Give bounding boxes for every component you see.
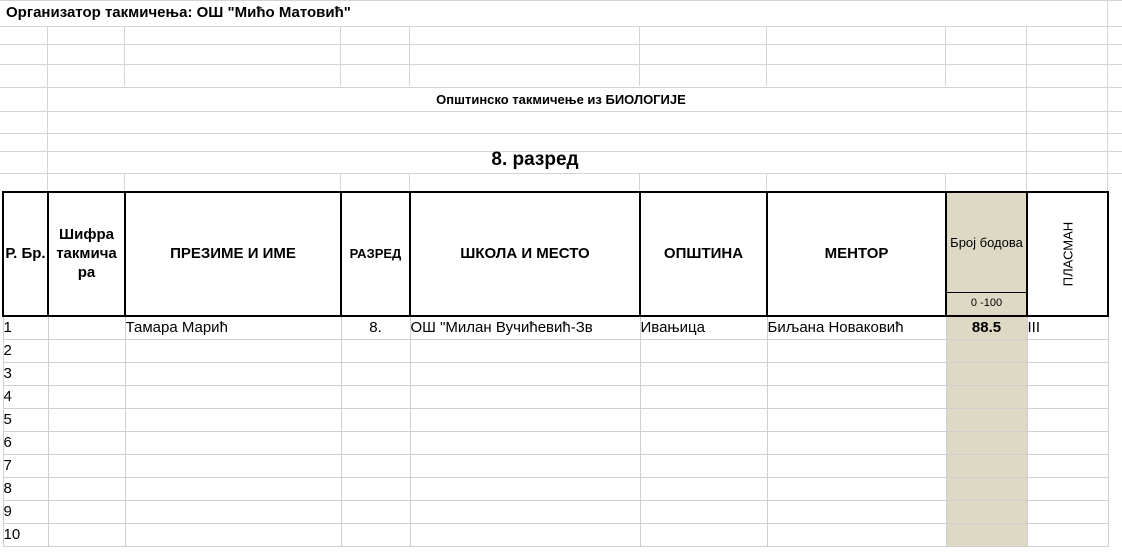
header-municipality[interactable]: ОПШТИНА [640, 192, 767, 316]
table-row [3, 431, 1108, 454]
cell-grade[interactable] [341, 523, 410, 546]
cell-placement[interactable] [1027, 385, 1108, 408]
cell-points[interactable] [946, 408, 1027, 431]
cell-mentor[interactable] [767, 523, 946, 546]
cell-mentor[interactable] [767, 454, 946, 477]
header-points-range[interactable]: 0 -100 [946, 292, 1027, 316]
grade-title[interactable]: 8. разред [491, 149, 579, 170]
table-row [3, 500, 1108, 523]
header-points[interactable]: Број бодова [946, 192, 1027, 292]
cell-full-name[interactable] [125, 477, 341, 500]
header-placement[interactable] [1027, 192, 1108, 316]
cell-full-name[interactable] [125, 362, 341, 385]
header-contestant-code[interactable]: Шифра такмича ра [48, 192, 125, 316]
cell-row-number[interactable]: 8 [3, 477, 48, 500]
cell-row-number[interactable]: 5 [3, 408, 48, 431]
header-school[interactable]: ШКОЛА И МЕСТО [410, 192, 640, 316]
cell-full-name[interactable] [125, 339, 341, 362]
cell-placement[interactable] [1027, 339, 1108, 362]
cell-municipality[interactable] [640, 500, 767, 523]
cell-row-number[interactable]: 7 [3, 454, 48, 477]
cell-grade[interactable] [341, 408, 410, 431]
cell-grade[interactable] [341, 431, 410, 454]
cell-placement[interactable] [1027, 523, 1108, 546]
cell-full-name[interactable] [125, 431, 341, 454]
cell-municipality[interactable] [640, 523, 767, 546]
cell-mentor[interactable] [767, 408, 946, 431]
cell-mentor[interactable] [767, 431, 946, 454]
cell-mentor[interactable] [767, 500, 946, 523]
cell-contestant-code[interactable] [48, 362, 125, 385]
cell-mentor[interactable] [767, 339, 946, 362]
cell-row-number[interactable]: 3 [3, 362, 48, 385]
cell-municipality[interactable] [640, 408, 767, 431]
cell-school[interactable] [410, 385, 640, 408]
cell-mentor[interactable] [767, 362, 946, 385]
cell-placement[interactable]: III [1027, 316, 1108, 340]
cell-full-name[interactable] [125, 500, 341, 523]
cell-points[interactable] [946, 500, 1027, 523]
cell-grade[interactable] [341, 339, 410, 362]
cell-row-number[interactable]: 6 [3, 431, 48, 454]
cell-row-number[interactable]: 9 [3, 500, 48, 523]
organizer-title[interactable]: Организатор такмичења: ОШ "Мићо Матовић" [6, 4, 351, 21]
header-full-name[interactable]: ПРЕЗИМЕ И ИМЕ [125, 192, 341, 316]
cell-mentor[interactable] [767, 385, 946, 408]
header-placement-label: ПЛАСМАН [1060, 221, 1075, 286]
cell-placement[interactable] [1027, 500, 1108, 523]
header-row-number[interactable]: Р. Бр. [3, 192, 48, 316]
cell-school[interactable] [410, 408, 640, 431]
cell-points[interactable] [946, 362, 1027, 385]
cell-contestant-code[interactable] [48, 500, 125, 523]
competition-title[interactable]: Општинско такмичење из БИОЛОГИЈЕ [436, 92, 686, 107]
cell-full-name[interactable] [125, 385, 341, 408]
cell-grade[interactable] [341, 385, 410, 408]
cell-municipality[interactable] [640, 454, 767, 477]
cell-contestant-code[interactable] [48, 408, 125, 431]
cell-grade[interactable] [341, 477, 410, 500]
cell-school[interactable]: ОШ "Милан Вучићевић-Зв [410, 316, 640, 340]
cell-contestant-code[interactable] [48, 385, 125, 408]
cell-grade[interactable] [341, 500, 410, 523]
cell-municipality[interactable] [640, 431, 767, 454]
cell-school[interactable] [410, 362, 640, 385]
table-row [3, 454, 1108, 477]
cell-contestant-code[interactable] [48, 454, 125, 477]
cell-contestant-code[interactable] [48, 316, 125, 340]
cell-placement[interactable] [1027, 408, 1108, 431]
cell-row-number[interactable]: 1 [3, 316, 48, 340]
cell-points[interactable] [946, 339, 1027, 362]
cell-mentor[interactable]: Биљана Новаковић [767, 316, 946, 340]
cell-contestant-code[interactable] [48, 477, 125, 500]
cell-points[interactable] [946, 477, 1027, 500]
table-row [3, 362, 1108, 385]
cell-contestant-code[interactable] [48, 339, 125, 362]
cell-placement[interactable] [1027, 362, 1108, 385]
cell-row-number[interactable]: 4 [3, 385, 48, 408]
cell-full-name[interactable] [125, 523, 341, 546]
cell-row-number[interactable]: 2 [3, 339, 48, 362]
cell-grade[interactable] [341, 362, 410, 385]
table-row [3, 339, 1108, 362]
cell-placement[interactable] [1027, 477, 1108, 500]
cell-municipality[interactable] [640, 385, 767, 408]
cell-grade[interactable] [341, 454, 410, 477]
table-row [3, 477, 1108, 500]
cell-points[interactable] [946, 454, 1027, 477]
cell-municipality[interactable] [640, 339, 767, 362]
table-row [3, 385, 1108, 408]
cell-placement[interactable] [1027, 454, 1108, 477]
cell-school[interactable] [410, 477, 640, 500]
cell-points[interactable] [946, 523, 1027, 546]
cell-school[interactable] [410, 339, 640, 362]
cell-row-number[interactable]: 10 [3, 523, 48, 546]
cell-mentor[interactable] [767, 477, 946, 500]
cell-contestant-code[interactable] [48, 431, 125, 454]
cell-school[interactable] [410, 454, 640, 477]
header-mentor[interactable]: МЕНТОР [767, 192, 946, 316]
cell-school[interactable] [410, 431, 640, 454]
cell-points[interactable]: 88.5 [946, 316, 1027, 340]
table-row [3, 523, 1108, 546]
cell-placement[interactable] [1027, 431, 1108, 454]
header-grade[interactable]: РАЗРЕД [341, 192, 410, 316]
cell-municipality[interactable] [640, 477, 767, 500]
cell-points[interactable] [946, 385, 1027, 408]
cell-municipality[interactable] [640, 362, 767, 385]
cell-grade[interactable]: 8. [341, 316, 410, 340]
table-row [3, 408, 1108, 431]
table-row [3, 316, 1108, 340]
cell-municipality[interactable]: Ивањица [640, 316, 767, 340]
cell-school[interactable] [410, 523, 640, 546]
cell-school[interactable] [410, 500, 640, 523]
cell-full-name[interactable] [125, 408, 341, 431]
results-table [2, 191, 1109, 547]
cell-full-name[interactable] [125, 454, 341, 477]
cell-contestant-code[interactable] [48, 523, 125, 546]
cell-full-name[interactable]: Тамара Марић [125, 316, 341, 340]
cell-points[interactable] [946, 431, 1027, 454]
